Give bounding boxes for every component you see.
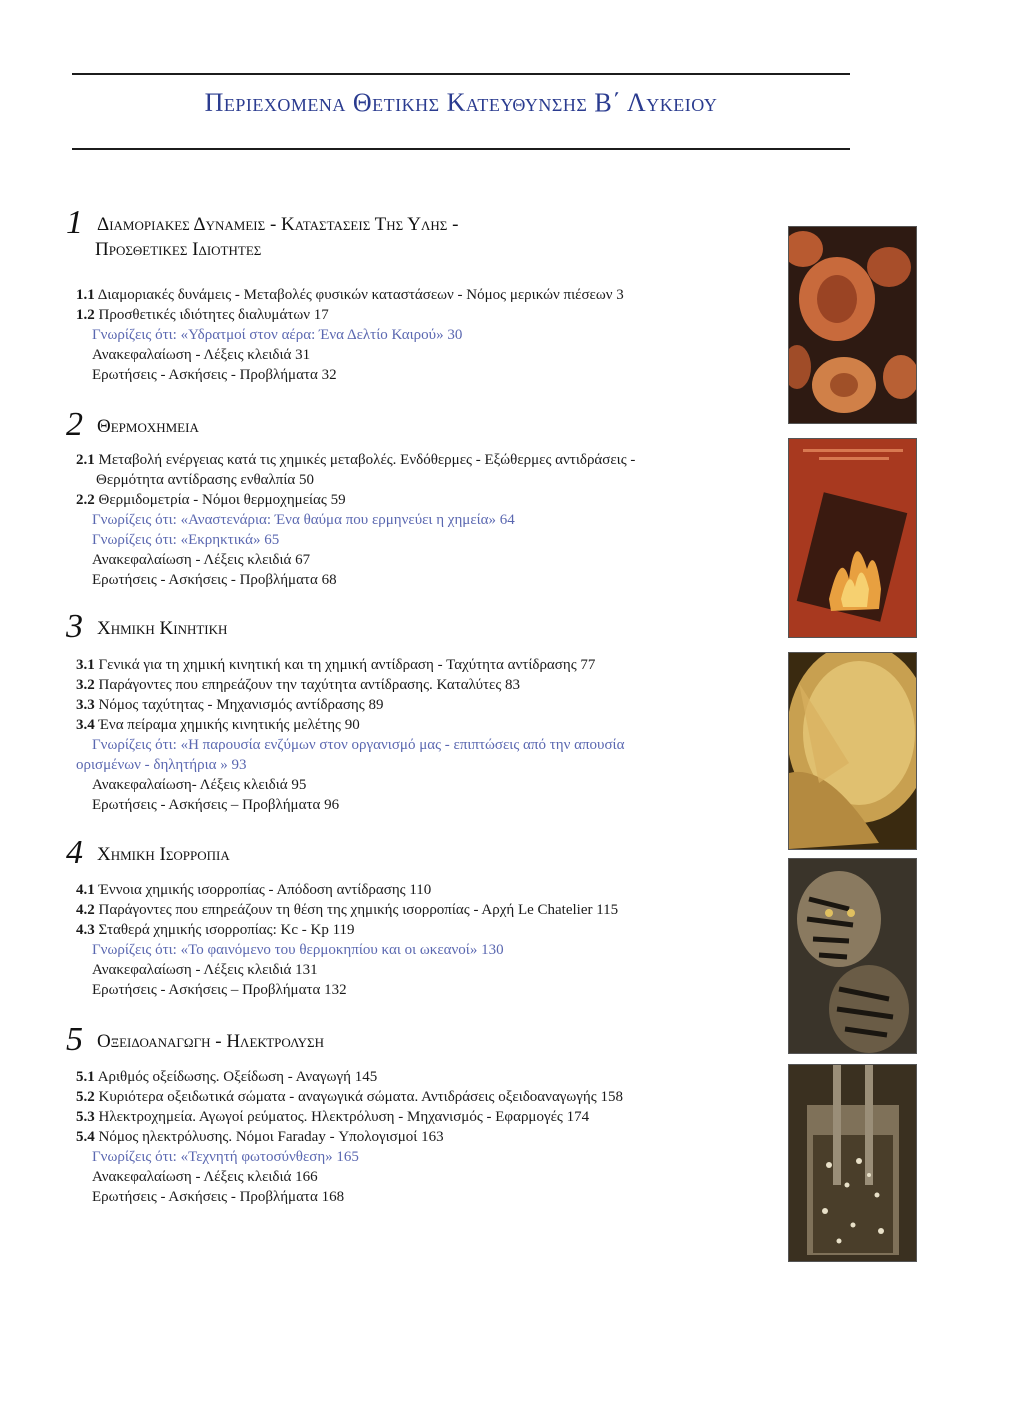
red-blood-cells-image — [788, 226, 917, 424]
exercises-entry[interactable]: Ερωτήσεις - Ασκήσεις - Προβλήματα 168 — [92, 1189, 345, 1205]
chapter-title-continued: Προσθετικεσ Ιδιοτητεσ — [95, 239, 262, 260]
toc-entry[interactable]: 4.1 Έννοια χημικής ισορροπίας - Απόδοση αντίδρασης 110 — [76, 882, 432, 898]
exercises-entry[interactable]: Ερωτήσεις - Ασκήσεις - Προβλήματα 32 — [92, 367, 337, 383]
toc-entry[interactable]: 5.1 Αριθμός οξείδωσης. Οξείδωση - Αναγωγή 145 — [76, 1069, 378, 1085]
chapter-2-heading: 2 Θερμοχημεια — [66, 406, 199, 443]
did-you-know-entry[interactable]: Γνωρίζεις ότι: «Εκρηκτικά» 65 — [92, 532, 280, 548]
did-you-know-entry-continued[interactable]: ορισμένων - δηλητήρια » 93 — [76, 757, 247, 773]
chapter-title: Θερμοχημεια — [97, 416, 199, 437]
toc-entry[interactable]: 3.3 Νόμος ταχύτητας - Μηχανισμός αντίδρασης 89 — [76, 697, 384, 713]
electrolysis-beaker-image — [788, 1064, 917, 1262]
chapter-title: Διαμοριακεσ Δυναμεισ - Καταστασεισ Τησ Υλησ - — [97, 214, 459, 235]
tiger-image — [788, 858, 917, 1054]
bottom-rule — [72, 148, 850, 150]
did-you-know-entry[interactable]: Γνωρίζεις ότι: «Το φαινόμενο του θερμοκηπίου και οι ωκεανοί» 130 — [92, 942, 504, 958]
toc-entry[interactable]: 3.1 Γενικά για τη χημική κινητική και τη χημική αντίδραση - Ταχύτητα αντίδρασης 77 — [76, 657, 596, 673]
toc-entry[interactable]: 2.1 Μεταβολή ενέργειας κατά τις χημικές μεταβολές. Ενδόθερμες - Εξώθερμες αντιδράσεις - — [76, 452, 636, 468]
toc-entry[interactable]: 5.2 Κυριότερα οξειδωτικά σώματα - αναγωγικά σώματα. Αντιδράσεις οξειδοαναγωγής 158 — [76, 1089, 623, 1105]
summary-entry[interactable]: Ανακεφαλαίωση - Λέξεις κλειδιά 131 — [92, 962, 318, 978]
exercises-entry[interactable]: Ερωτήσεις - Ασκήσεις – Προβλήματα 132 — [92, 982, 347, 998]
did-you-know-entry[interactable]: Γνωρίζεις ότι: «Τεχνητή φωτοσύνθεση» 165 — [92, 1149, 359, 1165]
toc-entry[interactable]: 3.2 Παράγοντες που επηρεάζουν την ταχύτητα αντίδρασης. Καταλύτες 83 — [76, 677, 521, 693]
summary-entry[interactable]: Ανακεφαλαίωση - Λέξεις κλειδιά 31 — [92, 347, 311, 363]
did-you-know-entry[interactable]: Γνωρίζεις ότι: «Υδρατμοί στον αέρα: Ένα Δελτίο Καιρού» 30 — [92, 327, 463, 343]
summary-entry[interactable]: Ανακεφαλαίωση - Λέξεις κλειδιά 67 — [92, 552, 311, 568]
did-you-know-entry[interactable]: Γνωρίζεις ότι: «Η παρουσία ενζύμων στον οργανισμό μας - επιπτώσεις από την απουσία — [92, 737, 625, 753]
chapter-3-heading: 3 Χημικη Κινητικη — [66, 608, 228, 645]
toc-entry[interactable]: 4.3 Σταθερά χημικής ισορροπίας: Kc - Kp 119 — [76, 922, 355, 938]
toc-entry[interactable]: 5.4 Νόμος ηλεκτρόλυσης. Νόμοι Faraday - Υπολογισμοί 163 — [76, 1129, 444, 1145]
chapter-4-heading: 4 Χημικη Ισορροπια — [66, 834, 230, 871]
top-rule — [72, 73, 850, 75]
toc-entry[interactable]: 1.1 Διαμοριακές δυνάμεις - Μεταβολές φυσικών καταστάσεων - Νόμος μερικών πιέσεων 3 — [76, 287, 624, 303]
chapter-title: Χημικη Ισορροπια — [97, 844, 230, 865]
chapter-title: Χημικη Κινητικη — [97, 618, 228, 639]
summary-entry[interactable]: Ανακεφαλαίωση - Λέξεις κλειδιά 166 — [92, 1169, 318, 1185]
toc-entry[interactable]: 1.2 Προσθετικές ιδιότητες διαλυμάτων 17 — [76, 307, 329, 323]
summary-entry[interactable]: Ανακεφαλαίωση- Λέξεις κλειδιά 95 — [92, 777, 307, 793]
toc-entry[interactable]: 3.4 Ένα πείραμα χημικής κινητικής μελέτης 90 — [76, 717, 360, 733]
chapter-5-heading: 5 Οξειδοαναγωγη - Ηλεκτρολυση — [66, 1021, 324, 1058]
page-title: Περιεχομενα Θετικησ Κατευθυνσησ Β΄ Λυκειου — [204, 88, 718, 117]
toc-entry-continued[interactable]: Θερμότητα αντίδρασης ενθαλπία 50 — [96, 472, 315, 488]
exercises-entry[interactable]: Ερωτήσεις - Ασκήσεις – Προβλήματα 96 — [92, 797, 340, 813]
exercises-entry[interactable]: Ερωτήσεις - Ασκήσεις - Προβλήματα 68 — [92, 572, 337, 588]
chapter-title: Οξειδοαναγωγη - Ηλεκτρολυση — [97, 1031, 324, 1052]
chapter-1-heading — [66, 204, 459, 262]
toc-entry[interactable]: 5.3 Ηλεκτροχημεία. Αγωγοί ρεύματος. Ηλεκτρόλυση - Μηχανισμός - Εφαρμογές 174 — [76, 1109, 590, 1125]
toc-entry[interactable]: 2.2 Θερμιδομετρία - Νόμοι θερμοχημείας 59 — [76, 492, 346, 508]
chapter-number: 1 — [66, 204, 83, 241]
fire-book-cover-image — [788, 438, 917, 638]
did-you-know-entry[interactable]: Γνωρίζεις ότι: «Αναστενάρια: Ένα θαύμα που ερμηνεύει η χημεία» 64 — [92, 512, 515, 528]
toc-entry[interactable]: 4.2 Παράγοντες που επηρεάζουν τη θέση της χημικής ισορροπίας - Αρχή Le Chatelier 115 — [76, 902, 619, 918]
fiber-cross-section-image — [788, 652, 917, 850]
